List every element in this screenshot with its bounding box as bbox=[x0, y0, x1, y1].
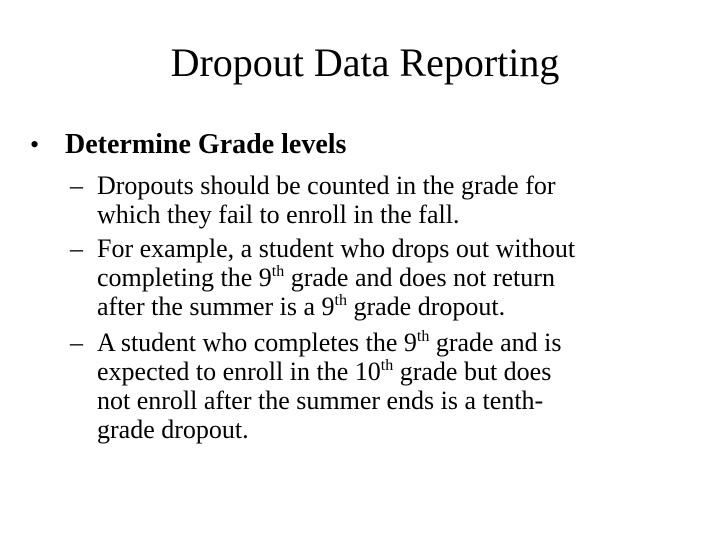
dash-icon: – bbox=[70, 234, 83, 263]
slide-title: Dropout Data Reporting bbox=[170, 40, 560, 85]
sub-bullet-line bbox=[97, 292, 505, 321]
sub-bullet-line: grade dropout. bbox=[97, 415, 249, 444]
sub-bullet-line: Dropouts should be counted in the grade for bbox=[97, 171, 556, 200]
sub-bullet-line: For example, a student who drops out without bbox=[97, 234, 576, 263]
line-text: grade and does not return bbox=[284, 263, 555, 292]
dash-icon: – bbox=[70, 171, 83, 200]
line-text: after the summer is a 9 bbox=[97, 292, 335, 321]
line-text: grade dropout. bbox=[346, 292, 506, 321]
line-text: grade but does bbox=[393, 357, 552, 386]
line-text: A student who completes the 9 bbox=[97, 328, 417, 357]
main-bullet-text: Determine Grade levels bbox=[65, 129, 347, 160]
bullet-dot-icon: • bbox=[30, 130, 40, 159]
ordinal-suffix: th bbox=[416, 328, 430, 345]
sub-bullet-line bbox=[97, 263, 555, 292]
dash-icon: – bbox=[70, 328, 83, 357]
line-text: expected to enroll in the 10 bbox=[97, 357, 381, 386]
line-text: completing the 9 bbox=[97, 263, 272, 292]
ordinal-suffix: th bbox=[380, 357, 394, 374]
sub-bullet-line bbox=[97, 357, 551, 386]
ordinal-suffix: th bbox=[334, 292, 347, 309]
sub-bullet-line: not enroll after the summer ends is a tenth- bbox=[97, 386, 544, 415]
sub-bullet-line: which they fail to enroll in the fall. bbox=[97, 200, 460, 229]
ordinal-suffix: th bbox=[271, 263, 285, 280]
line-text: grade and is bbox=[429, 328, 562, 357]
sub-bullet-line bbox=[97, 328, 561, 357]
